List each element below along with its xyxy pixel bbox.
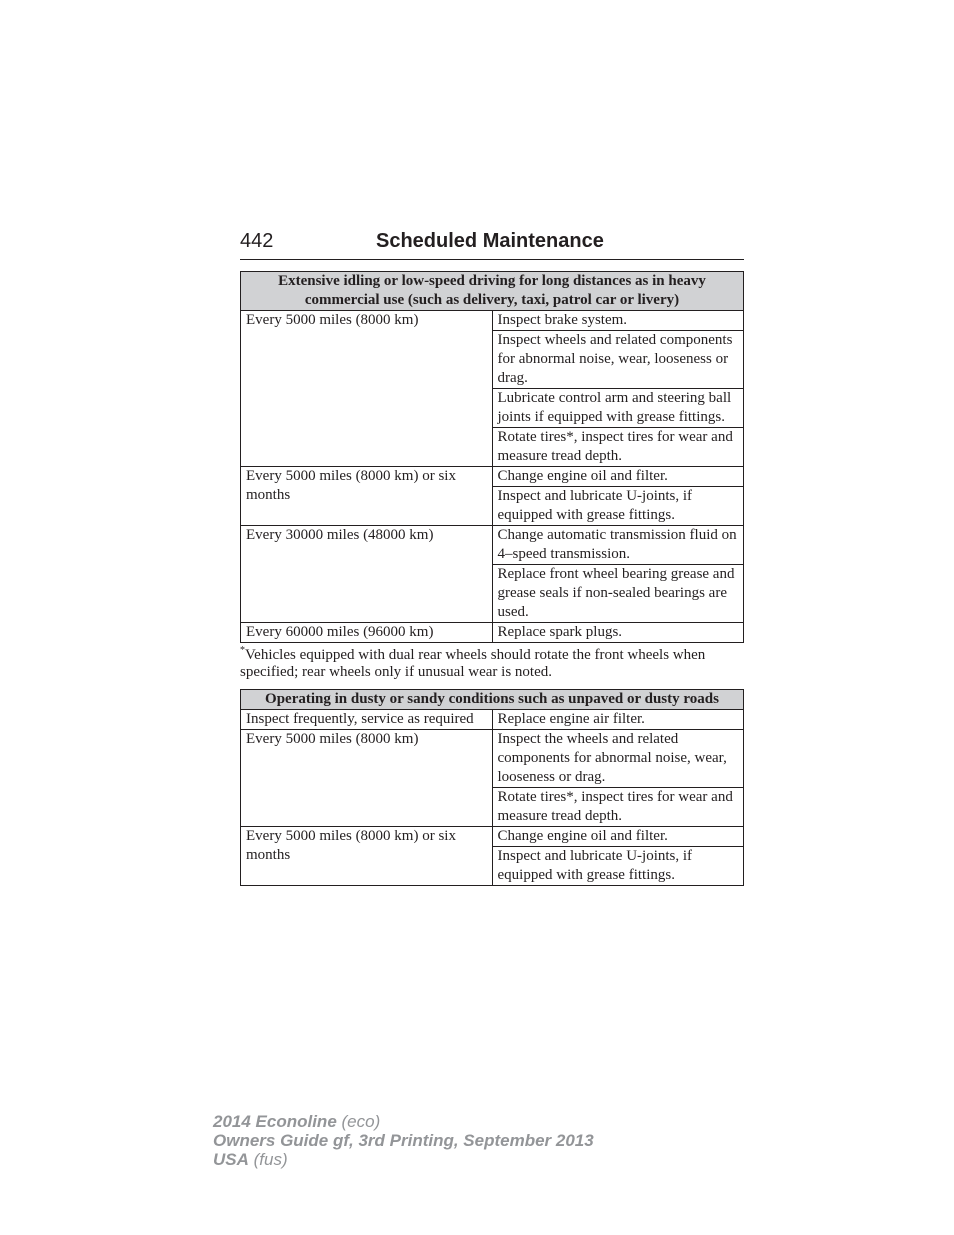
task-cell: Inspect and lubricate U-joints, if equipped with grease fittings.: [492, 487, 744, 526]
footnote: [240, 647, 744, 681]
page-number: 442: [240, 230, 274, 252]
task-cell: Replace spark plugs.: [492, 623, 744, 643]
interval-cell: Every 30000 miles (48000 km): [241, 526, 493, 623]
footer-line-printing: Owners Guide gf, 3rd Printing, September 2013: [213, 1131, 594, 1150]
table-row: [241, 526, 744, 565]
maintenance-table-heavy-use: [240, 271, 744, 643]
task-cell: Replace engine air filter.: [492, 710, 744, 730]
task-cell: Rotate tires*, inspect tires for wear and measure tread depth.: [492, 428, 744, 467]
document-footer: [213, 1112, 594, 1169]
footnote-marker: *: [240, 645, 245, 656]
interval-cell: Every 5000 miles (8000 km) or six months: [241, 827, 493, 886]
interval-cell: Every 5000 miles (8000 km): [241, 730, 493, 827]
footnote-text: Vehicles equipped with dual rear wheels should rotate the front wheels when specified; rear wheels only if unusual wear is noted.: [240, 647, 706, 680]
table-row: [241, 311, 744, 331]
task-cell: Rotate tires*, inspect tires for wear and measure tread depth.: [492, 788, 744, 827]
task-cell: Replace front wheel bearing grease and grease seals if non-sealed bearings are used.: [492, 565, 744, 623]
interval-cell: Every 60000 miles (96000 km): [241, 623, 493, 643]
footer-line-market: USA (fus): [213, 1150, 288, 1169]
task-cell: Lubricate control arm and steering ball joints if equipped with grease fittings.: [492, 389, 744, 428]
task-cell: Inspect and lubricate U-joints, if equipped with grease fittings.: [492, 847, 744, 886]
task-cell: Change engine oil and filter.: [492, 467, 744, 487]
task-cell: Inspect wheels and related components for abnormal noise, wear, looseness or drag.: [492, 331, 744, 389]
interval-cell: Every 5000 miles (8000 km): [241, 311, 493, 467]
page-title: Scheduled Maintenance: [376, 230, 604, 252]
table-row: [241, 467, 744, 487]
table-row: [241, 710, 744, 730]
task-cell: Inspect brake system.: [492, 311, 744, 331]
footer-line-model: 2014 Econoline (eco): [213, 1112, 381, 1131]
header-rule: [240, 259, 744, 260]
interval-cell: Every 5000 miles (8000 km) or six months: [241, 467, 493, 526]
task-cell: Change engine oil and filter.: [492, 827, 744, 847]
table-row: [241, 827, 744, 847]
maintenance-table-dusty-conditions: [240, 689, 744, 886]
table-heading: Extensive idling or low-speed driving for long distances as in heavy commercial use (such as delivery, taxi, patrol car or livery): [241, 272, 744, 311]
task-cell: Change automatic transmission fluid on 4–speed transmission.: [492, 526, 744, 565]
table-row: [241, 623, 744, 643]
interval-cell: Inspect frequently, service as required: [241, 710, 493, 730]
table-heading: Operating in dusty or sandy conditions such as unpaved or dusty roads: [241, 690, 744, 710]
task-cell: Inspect the wheels and related components for abnormal noise, wear, looseness or drag.: [492, 730, 744, 788]
table-row: [241, 730, 744, 788]
